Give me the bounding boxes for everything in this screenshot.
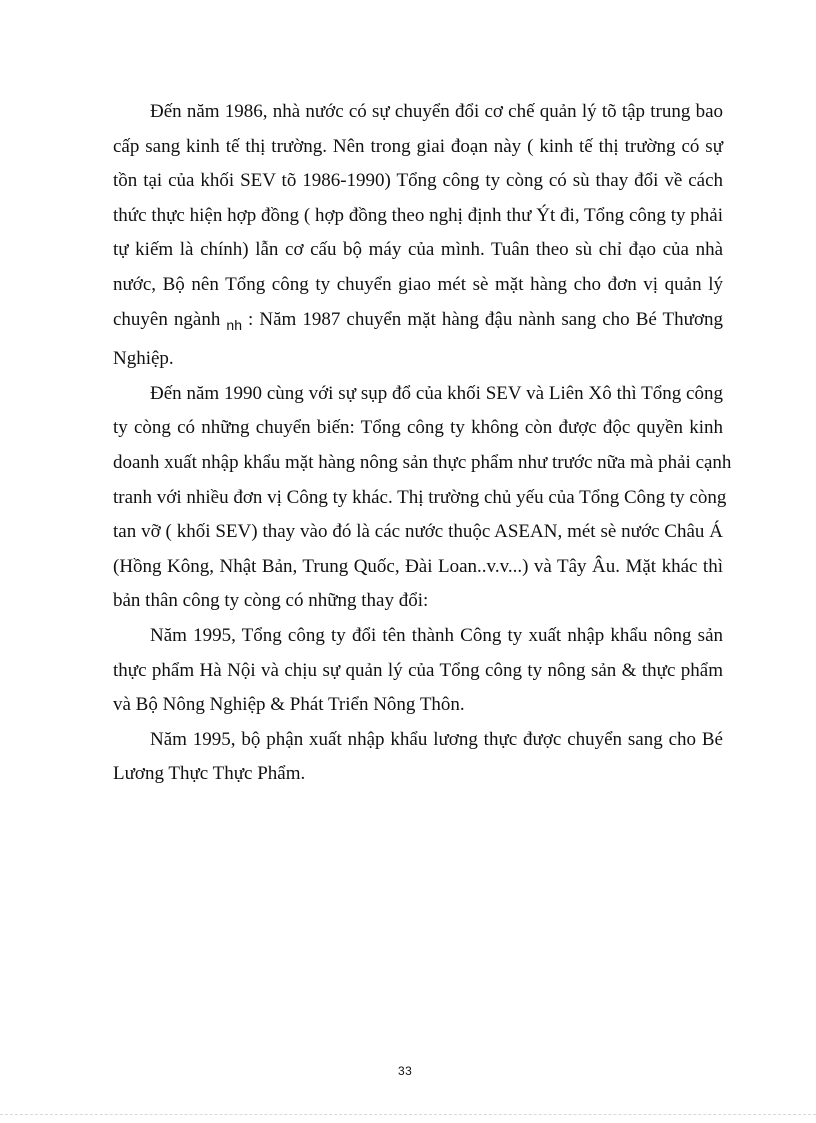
paragraph-1-line-7	[113, 303, 723, 343]
page-bottom-border	[0, 1114, 816, 1115]
paragraph-4-line-1: Năm 1995, bộ phận xuất nhập khẩu lương thực được chuyển sang cho Bé	[150, 728, 723, 750]
line-7-text-before: chuyên ngành	[113, 308, 227, 330]
subscript-fragment: nh	[226, 316, 242, 333]
paragraph-2-line-6: (Hồng Kông, Nhật Bản, Trung Quốc, Đài Loan..v.v...) và Tây Âu. Mặt khác thì	[113, 555, 723, 577]
paragraph-1-line-5: tự kiếm là chính) lẫn cơ cấu bộ máy của mình. Tuân theo sù chỉ đạo của nhà	[113, 239, 723, 261]
paragraph-2-line-2: ty còng có những chuyển biến: Tổng công ty không còn được độc quyền kinh	[113, 417, 723, 439]
paragraph-1-line-2: cấp sang kinh tế thị trường. Nên trong giai đoạn này ( kinh tế thị trường có sự	[113, 135, 723, 157]
paragraph-2-line-4: tranh với nhiều đơn vị Công ty khác. Thị trường chủ yếu của Tổng Công ty còng	[113, 486, 727, 508]
paragraph-2-line-1: Đến năm 1990 cùng với sự sụp đổ của khối SEV và Liên Xô thì Tổng công	[150, 382, 723, 404]
paragraph-3-line-1: Năm 1995, Tổng công ty đổi tên thành Công ty xuất nhập khẩu nông sản	[150, 624, 723, 646]
paragraph-1-line-3: tồn tại của khối SEV tõ 1986-1990) Tổng công ty còng có sù thay đổi về cách	[113, 170, 723, 192]
paragraph-3-last-line: và Bộ Nông Nghiệp & Phát Triển Nông Thôn.	[113, 694, 465, 716]
paragraph-1-line-4: thức thực hiện hợp đồng ( hợp đồng theo nghị định thư Ýt đi, Tổng công ty phải	[113, 204, 723, 226]
paragraph-1-line-1: Đến năm 1986, nhà nước có sự chuyển đổi cơ chế quản lý tõ tập trung bao	[150, 101, 723, 122]
page-number: 33	[398, 1064, 413, 1078]
paragraph-2-line-3: doanh xuất nhập khẩu mặt hàng nông sản thực phẩm như trước nữa mà phải cạnh	[113, 451, 732, 473]
paragraph-2-line-5: tan vỡ ( khối SEV) thay vào đó là các nước thuộc ASEAN, mét sè nước Châu Á	[113, 521, 723, 543]
paragraph-3-line-2: thực phẩm Hà Nội và chịu sự quản lý của Tổng công ty nông sản & thực phẩm	[113, 659, 723, 681]
paragraph-1-last-line: Nghiệp.	[113, 348, 174, 370]
line-7-text-after: : Năm 1987 chuyển mặt hàng đậu nành sang cho Bé Thương	[242, 308, 723, 330]
paragraph-4-last-line: Lương Thực Thực Phẩm.	[113, 763, 306, 785]
document-body	[113, 95, 732, 792]
paragraph-2-last-line: bản thân công ty còng có những thay đổi:	[113, 590, 429, 612]
paragraph-1-line-6: nước, Bộ nên Tổng công ty chuyển giao mét sè mặt hàng cho đơn vị quản lý	[113, 273, 723, 295]
